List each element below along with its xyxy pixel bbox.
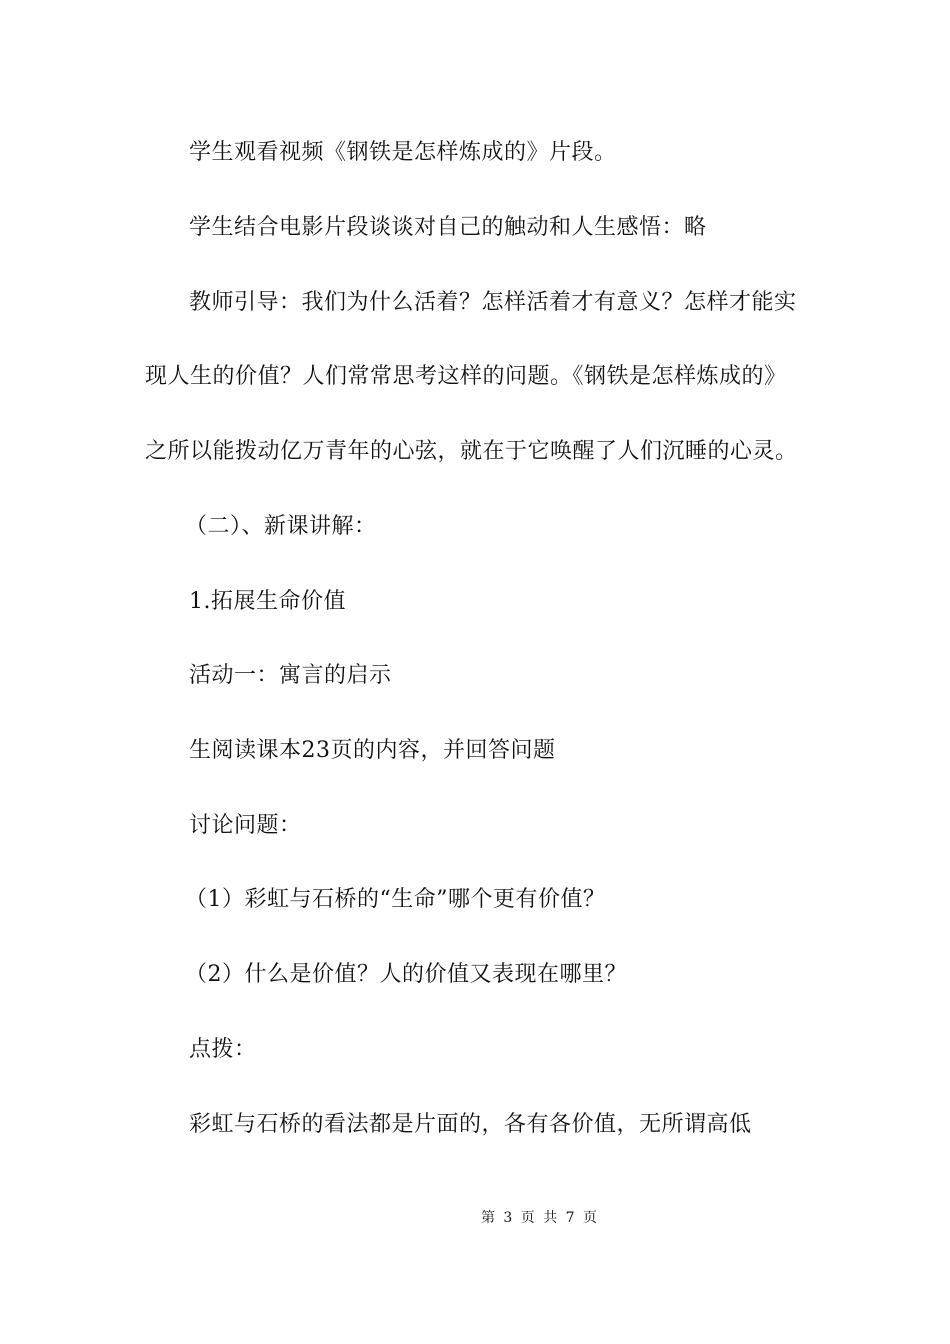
- paragraph-video-watch: 学生观看视频《钢铁是怎样炼成的》片段。: [189, 140, 617, 165]
- question-1: （1）彩虹与石桥的“生命”哪个更有价值？: [185, 887, 606, 912]
- paragraph-reading-task: 生阅读课本23页的内容，并回答问题: [189, 738, 556, 763]
- paragraph-hint-content: 彩虹与石桥的看法都是片面的，各有各价值，无所谓高低: [189, 1112, 752, 1137]
- activity-heading: 活动一：寓言的启示: [189, 663, 392, 688]
- page-number-footer: 第 3 页 共 7 页: [480, 1210, 600, 1226]
- paragraph-student-reflection: 学生结合电影片段谈谈对自己的触动和人生感悟：略: [189, 215, 707, 240]
- subheading-life-value: 1.拓展生命价值: [189, 589, 346, 614]
- discussion-heading: 讨论问题：: [189, 813, 302, 838]
- paragraph-teacher-guide-line3: 之所以能拨动亿万青年的心弦，就在于它唤醒了人们沉睡的心灵。: [145, 439, 798, 464]
- paragraph-teacher-guide-line1: 教师引导：我们为什么活着？怎样活着才有意义？怎样才能实: [189, 290, 797, 315]
- paragraph-teacher-guide-line2: 现人生的价值？人们常常思考这样的问题。《钢铁是怎样炼成的》: [145, 364, 787, 389]
- question-2: （2）什么是价值？人的价值又表现在哪里？: [185, 962, 627, 987]
- section-heading-new-lesson: （二）、新课讲解：: [185, 514, 377, 539]
- hint-heading: 点拨：: [189, 1037, 257, 1062]
